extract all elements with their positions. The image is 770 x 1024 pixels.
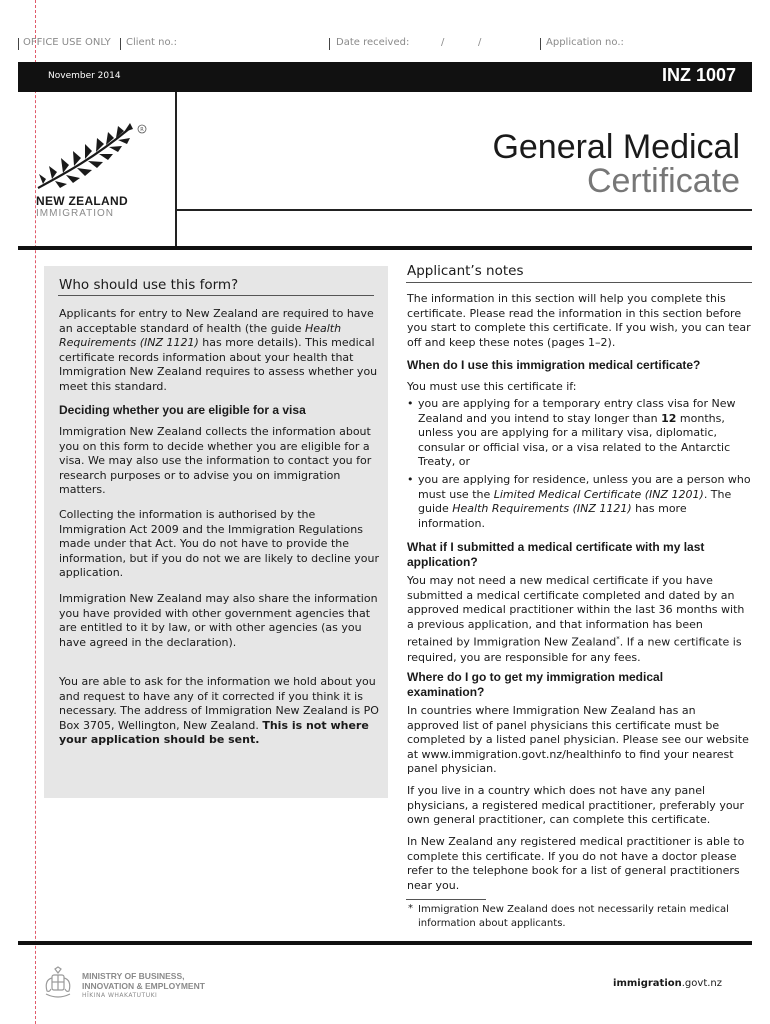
nz-coat-of-arms-icon (40, 966, 76, 1000)
form-date: November 2014 (48, 71, 121, 81)
left-heading: Who should use this form? (59, 277, 239, 293)
footnote: Immigration New Zealand does not necessarily retain medical information about applicants. (418, 904, 729, 929)
guide-title: Health Requirements (INZ 1121) (59, 321, 342, 350)
footer-rule (18, 941, 752, 945)
right-paragraph: If you live in a country which does not have any panel physicians, a registered medical practitioner, preferably your own general practitioner, can complete this certificate. (407, 784, 745, 827)
page-title: General Medical (492, 128, 740, 166)
must-use-label: You must use this certificate if: (407, 380, 577, 393)
left-paragraph: Immigration New Zealand collects the information about you on this form to decide whether you are eligible for a visa. We may also use the information to contact you for research purposes or to advise you on immigration matters. (59, 425, 372, 497)
ministry-name: MINISTRY OF BUSINESS, INNOVATION & EMPLOYMENT (82, 971, 205, 991)
office-divider (18, 38, 19, 50)
office-divider (120, 38, 121, 50)
left-paragraph: Collecting the information is authorised by the Immigration Act 2009 and the Immigration Regulations made under that Act. You do not have to provide the information, but if you do not we are likely to decline your application. (59, 508, 379, 580)
date-slash: / (478, 37, 482, 48)
right-subheading-previous: What if I submitted a medical certificate with my last application? (407, 540, 705, 569)
office-use-bar (18, 36, 758, 52)
header-rule (18, 246, 752, 250)
not-where-to-send: This is not where your application should be sent. (59, 718, 369, 747)
right-subheading-where: Where do I go to get my immigration medical examination? (407, 670, 664, 699)
right-subheading-when: When do I use this immigration medical certificate? (407, 358, 701, 372)
bullet-residence: • you are applying for residence, unless you are a person who must use the Limited Medical Certificate (INZ 1201). The guide Health Requirements (INZ 1121) has more information. (407, 473, 751, 531)
client-no-label: Client no.: (126, 37, 177, 48)
office-use-label: OFFICE USE ONLY (23, 37, 111, 48)
right-intro: The information in this section will help you complete this certificate. Please read the information in this section before you start to complete this certificate. If you wish, you can tear off and keep these notes (pages 1–2). (407, 292, 751, 349)
right-heading: Applicant’s notes (407, 263, 524, 279)
registered-mark-icon (137, 124, 147, 134)
left-subheading-eligible: Deciding whether you are eligible for a visa (59, 403, 306, 417)
date-slash: / (441, 37, 445, 48)
form-code: INZ 1007 (661, 65, 736, 85)
logo-immigration: IMMIGRATION (36, 208, 115, 219)
website-link[interactable]: immigration.govt.nz (613, 978, 722, 989)
application-no-label: Application no.: (546, 37, 624, 48)
right-heading-rule (406, 282, 752, 283)
footnote-rule (406, 899, 486, 900)
bullet-temporary-visa: • you are applying for a temporary entry class visa for New Zealand and you intend to stay longer than 12 months, unless you are applying for a military visa, diplomatic, consular or official visa, or a visa related to the Antarctic Treaty, or (407, 397, 751, 470)
office-divider (329, 38, 330, 50)
header-divider-vertical (175, 92, 177, 248)
date-received-label: Date received: (336, 37, 410, 48)
left-paragraph: Immigration New Zealand may also share the information you have provided with other government agencies that are entitled to it by law, or with other agencies (as you have agreed in the declaration). (59, 592, 378, 649)
left-paragraph: You are able to ask for the information we hold about you and request to have any of it corrected if you think it is necessary. The address of Immigration New Zealand is PO Box 3705, Wellington, New Zealand. This is not where your application should be sent. (59, 675, 379, 747)
svg-text:R: R (140, 127, 144, 133)
header-divider-horizontal (176, 209, 752, 211)
header-bar (18, 62, 752, 92)
footnote-marker: * (408, 903, 413, 914)
right-paragraph: In New Zealand any registered medical practitioner is able to complete this certificate. If you do not have a doctor please refer to the telephone book for a list of general practitioners near you. (407, 835, 745, 892)
right-paragraph: You may not need a new medical certificate if you have submitted a medical certificate completed and dated by an approved medical practitioner within the last 36 months with a previous application, and that information has been retained by Immigration New Zealand*. If a new certificate is required, you are responsible for any fees. (407, 574, 745, 664)
page-subtitle: Certificate (586, 162, 740, 200)
left-intro: Applicants for entry to New Zealand are required to have an acceptable standard of health (the guide Health Requirements (INZ 1121) has more details). This medical certificate records information about your health that Immigration New Zealand requires to assess whether you meet this standard. (59, 307, 378, 393)
right-paragraph: In countries where Immigration New Zealand has an approved list of panel physicians this certificate must be completed by a listed panel physician. Please see our website at www.immigration.govt.nz/healthinfo to find your nearest panel physician. (407, 704, 749, 776)
silver-fern-icon (34, 122, 150, 192)
left-heading-rule (58, 295, 374, 296)
office-divider (540, 38, 541, 50)
ministry-maori-name: HĪKINA WHAKATUTUKI (82, 992, 158, 999)
logo-new-zealand: NEW ZEALAND (36, 194, 128, 208)
